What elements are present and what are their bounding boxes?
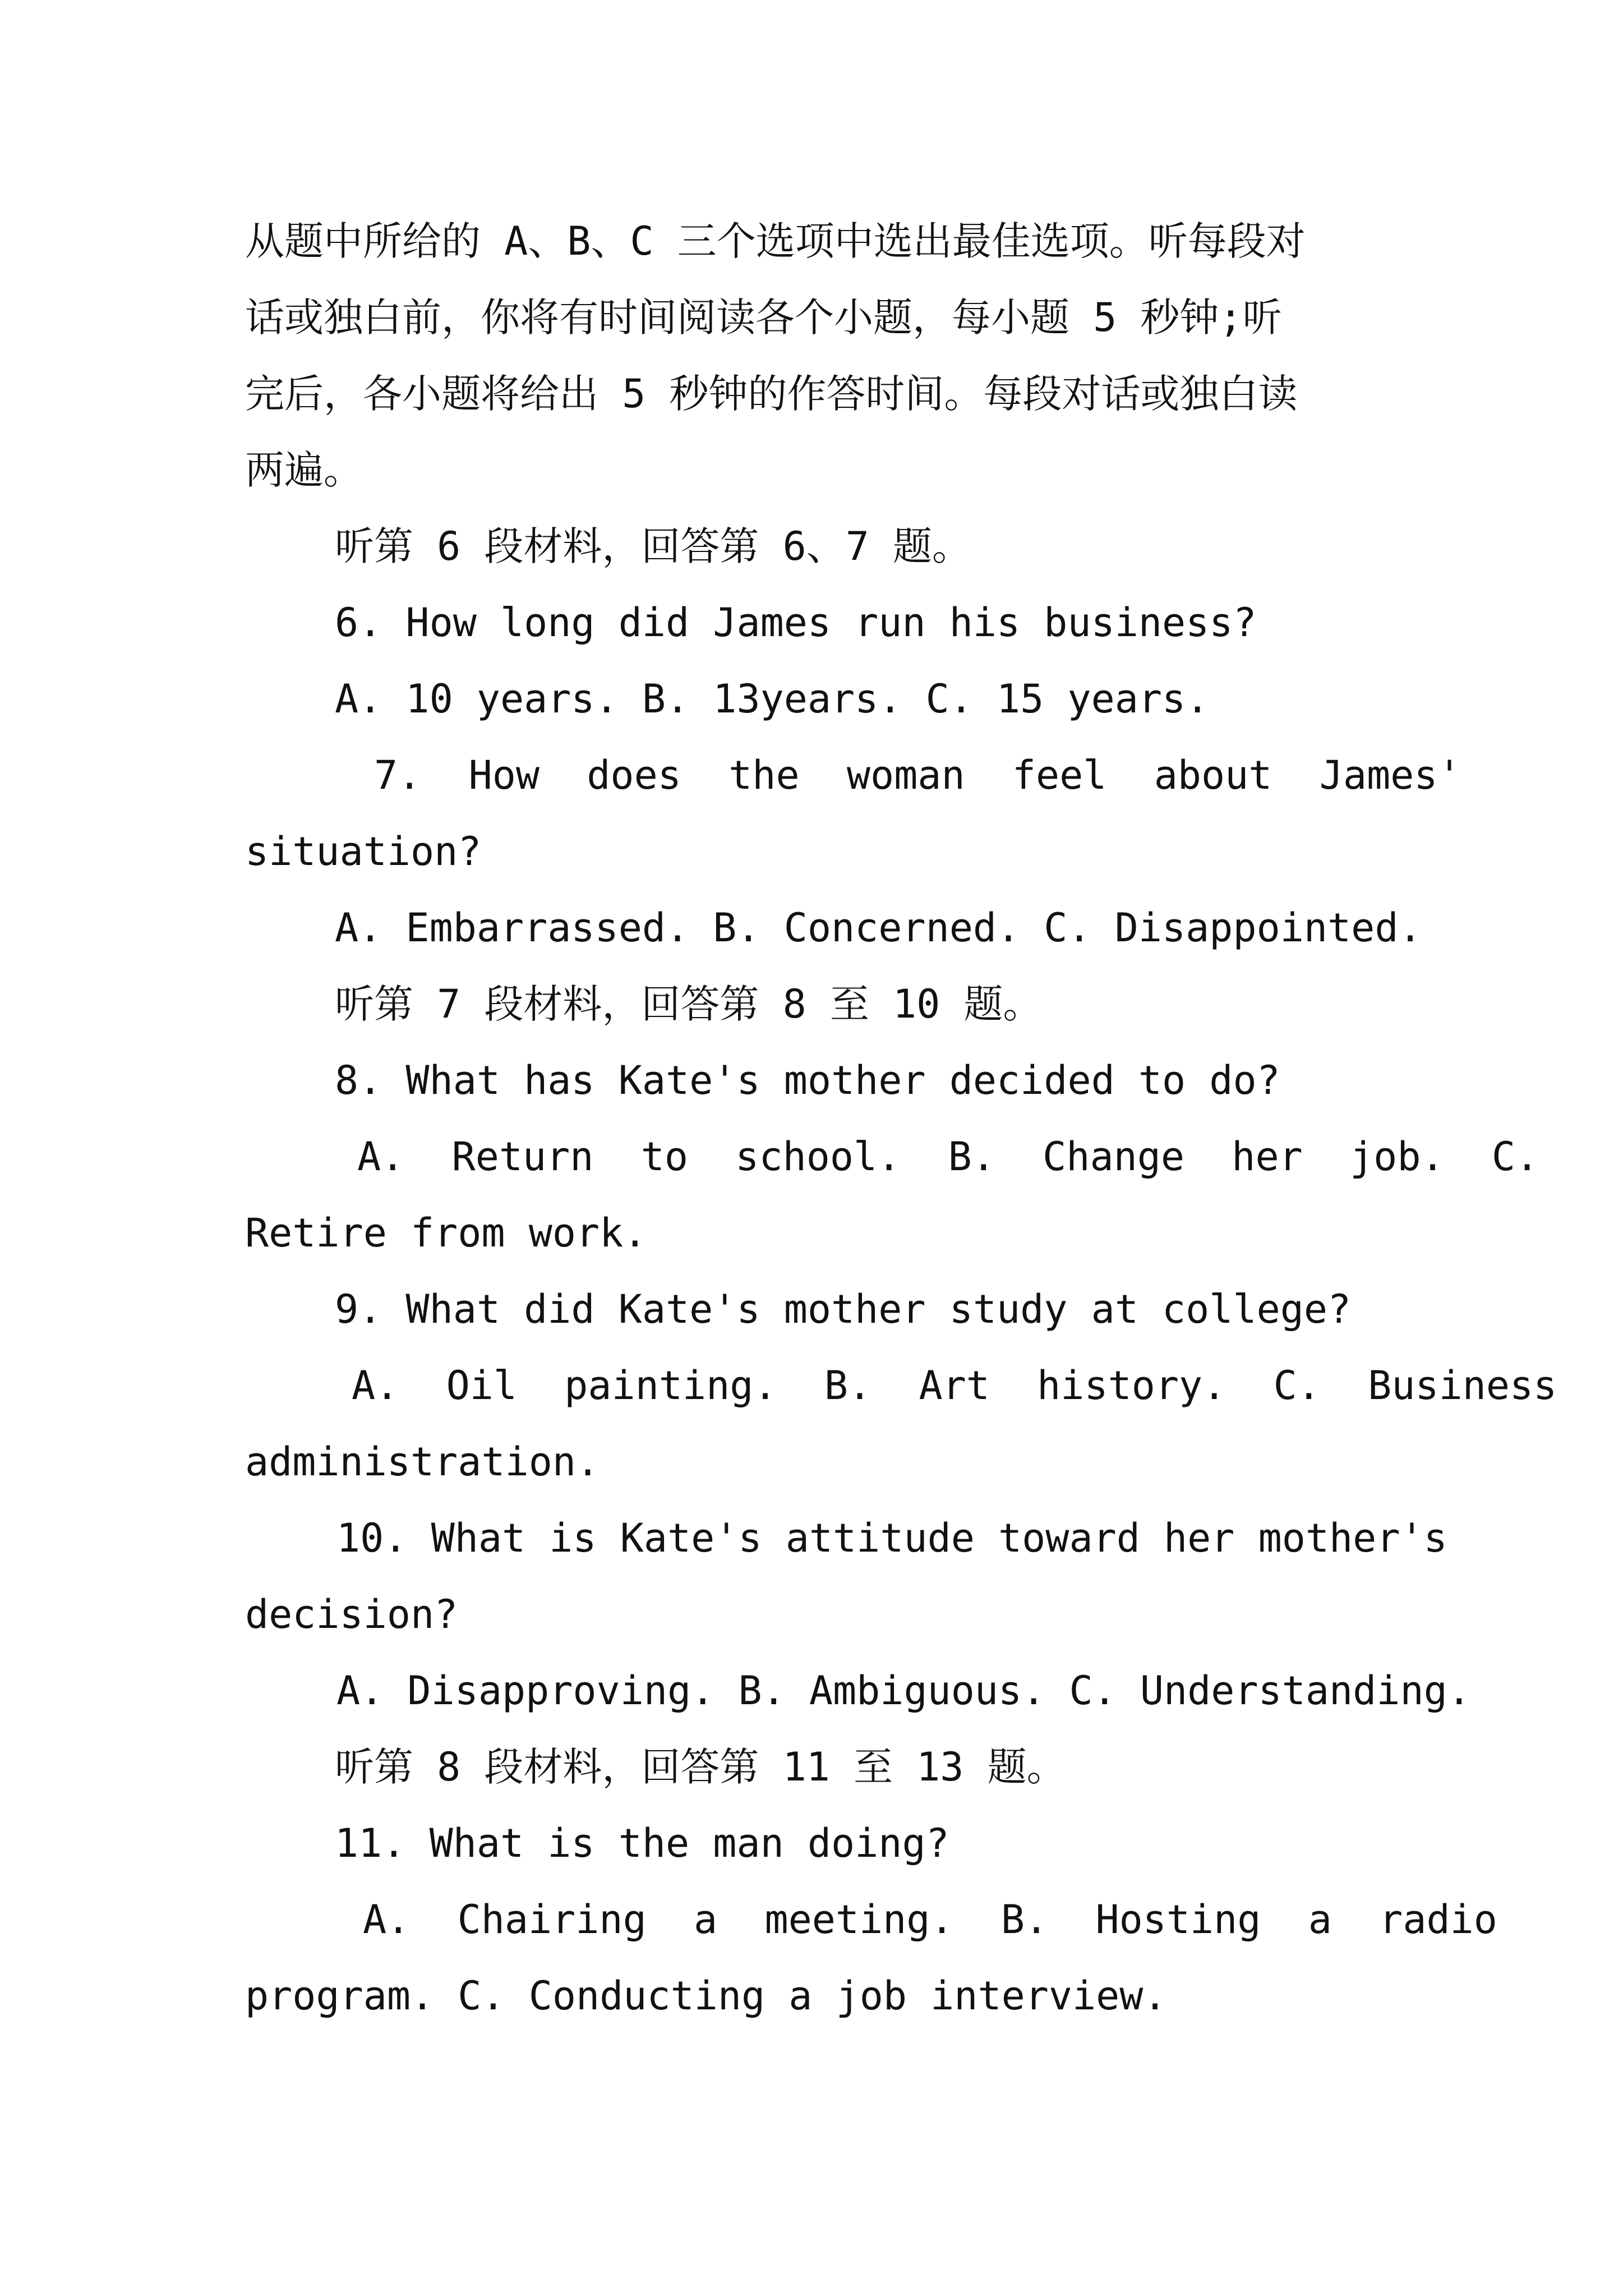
- question-8-options-line-1: A. Return to school. B. Change her job. C.: [357, 1134, 1539, 1180]
- section-6-heading: 听第 6 段材料，回答第 6、7 题。: [335, 523, 972, 569]
- question-7-line-1: 7. How does the woman feel about James': [374, 752, 1461, 798]
- question-8: 8. What has Kate's mother decided to do?: [335, 1057, 1280, 1103]
- question-6: 6. How long did James run his business?: [335, 600, 1257, 646]
- question-7-options: A. Embarrassed. B. Concerned. C. Disappointed.: [335, 905, 1422, 951]
- section-8-heading: 听第 8 段材料，回答第 11 至 13 题。: [335, 1744, 1066, 1790]
- intro-line-2: 话或独白前，你将有时间阅读各个小题，每小题 5 秒钟;听: [245, 295, 1282, 341]
- section-7-heading: 听第 7 段材料，回答第 8 至 10 题。: [335, 981, 1043, 1027]
- question-10-options: A. Disapproving. B. Ambiguous. C. Understanding.: [336, 1668, 1471, 1714]
- question-10-line-2: decision?: [245, 1591, 458, 1637]
- intro-line-1: 从题中所给的 A、B、C 三个选项中选出最佳选项。听每段对: [245, 218, 1306, 264]
- intro-line-3: 完后，各小题将给出 5 秒钟的作答时间。每段对话或独白读: [245, 371, 1298, 417]
- question-9: 9. What did Kate's mother study at college?: [335, 1286, 1352, 1332]
- question-7-line-2: situation?: [245, 829, 482, 875]
- question-11-options-line-2: program. C. Conducting a job interview.: [245, 1973, 1167, 2019]
- question-11-options-line-1: A. Chairing a meeting. B. Hosting a radio: [363, 1897, 1497, 1943]
- question-8-options-line-2: Retire from work.: [245, 1210, 647, 1256]
- question-11: 11. What is the man doing?: [335, 1820, 949, 1866]
- question-10-line-1: 10. What is Kate's attitude toward her mother's: [336, 1515, 1447, 1561]
- intro-line-4: 两遍。: [245, 447, 363, 493]
- question-9-options-line-1: A. Oil painting. B. Art history. C. Business: [352, 1363, 1557, 1409]
- question-6-options: A. 10 years. B. 13years. C. 15 years.: [335, 676, 1210, 722]
- question-9-options-line-2: administration.: [245, 1439, 600, 1485]
